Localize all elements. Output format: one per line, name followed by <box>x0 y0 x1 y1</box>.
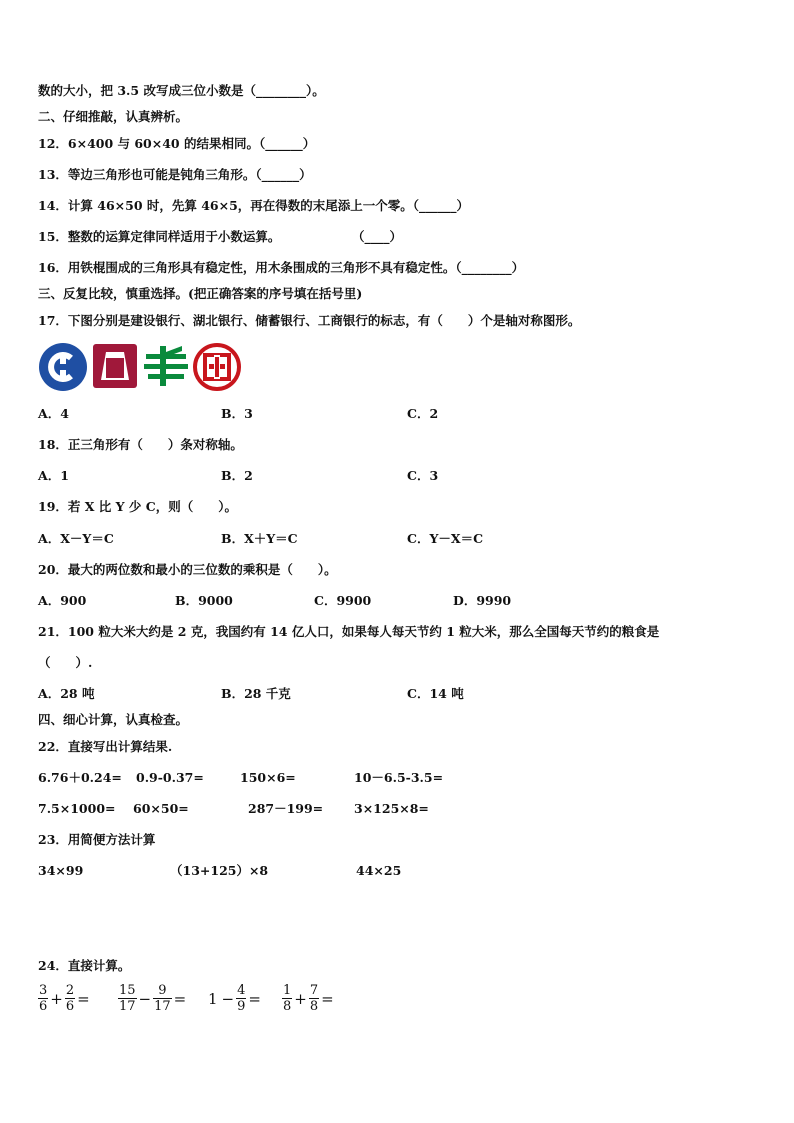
calc-item: 0.9-0.37= <box>136 770 204 785</box>
question-16: 16．用铁棍围成的三角形具有稳定性，用木条围成的三角形不具有稳定性。（________） <box>38 260 525 275</box>
q19-option-a: A．X－Y＝C <box>38 531 114 546</box>
calc-item: 10－6.5-3.5= <box>354 770 444 785</box>
postal-savings-bank-logo-icon <box>142 342 190 390</box>
q19-option-b: B．X＋Y＝C <box>221 531 298 546</box>
q21-option-a: A．28 吨 <box>38 686 95 701</box>
question-13: 13．等边三角形也可能是钝角三角形。（______） <box>38 167 312 182</box>
numerator: 9 <box>153 983 172 999</box>
question-19: 19．若 X 比 Y 少 C，则（ ）。 <box>38 499 237 514</box>
q17-option-b: B．3 <box>221 406 253 421</box>
q18-option-a: A．1 <box>38 468 69 483</box>
equals-sign: = <box>248 989 261 1008</box>
operator: − <box>138 989 152 1008</box>
q20-option-b: B．9000 <box>175 593 233 608</box>
q18-option-c: C．3 <box>407 468 439 483</box>
q20-option-c: C．9900 <box>314 593 372 608</box>
q20-option-a: A．900 <box>38 593 87 608</box>
fraction <box>153 983 172 1014</box>
question-23: 23．用简便方法计算 <box>38 832 156 847</box>
question-24: 24．直接计算。 <box>38 958 131 973</box>
calc-item: 287－199= <box>248 801 324 816</box>
q18-option-b: B．2 <box>221 468 253 483</box>
q19-option-c: C．Y－X＝C <box>407 531 484 546</box>
denominator: 6 <box>39 999 48 1014</box>
q21-option-b: B．28 千克 <box>221 686 291 701</box>
operator: + <box>50 989 63 1008</box>
question-15: 15．整数的运算定律同样适用于小数运算。 <box>38 229 281 244</box>
simplify-item: 44×25 <box>356 863 402 878</box>
simplify-item: （13+125）×8 <box>170 863 269 878</box>
numerator: 15 <box>119 983 136 998</box>
operator: + <box>294 989 307 1008</box>
numerator: 2 <box>65 983 75 998</box>
denominator: 9 <box>237 999 246 1014</box>
section-heading-3: 三、反复比较，慎重选择。(把正确答案的序号填在括号里) <box>38 286 363 301</box>
q21-option-c: C．14 吨 <box>407 686 464 701</box>
china-construction-bank-logo-icon <box>38 342 88 392</box>
question-21: 21．100 粒大米大约是 2 克，我国约有 14 亿人口，如果每人每天节约 1 粒大米，那么全国每天节约的粮食是 <box>38 624 660 639</box>
question-12: 12．6×400 与 60×40 的结果相同。（______） <box>38 136 316 151</box>
denominator: 8 <box>283 999 292 1014</box>
fraction-expression <box>282 983 336 1014</box>
q20-option-d: D．9990 <box>453 593 512 608</box>
question-20: 20．最大的两位数和最小的三位数的乘积是（ ）。 <box>38 562 337 577</box>
q17-option-a: A．4 <box>38 406 69 421</box>
denominator: 6 <box>65 999 75 1014</box>
fraction-expression <box>118 983 188 1014</box>
question-15-blank: （____） <box>352 229 403 244</box>
fraction <box>38 983 48 1014</box>
equals-sign: = <box>321 989 334 1008</box>
fraction <box>65 983 75 1014</box>
question-14: 14．计算 46×50 时，先算 46×5，再在得数的末尾添上一个零。（______） <box>38 198 470 213</box>
fraction <box>118 983 137 1014</box>
numerator: 7 <box>309 983 319 998</box>
calc-item: 7.5×1000= <box>38 801 116 816</box>
calc-item: 3×125×8= <box>354 801 429 816</box>
operator: − <box>221 989 235 1008</box>
section-heading-2: 二、仔细推敲，认真辨析。 <box>38 109 189 124</box>
text-line: 数的大小，把 3.5 改写成三位小数是（________）。 <box>38 83 325 98</box>
equals-sign: = <box>77 989 90 1008</box>
question-18: 18．正三角形有（ ）条对称轴。 <box>38 437 243 452</box>
denominator: 17 <box>154 999 171 1014</box>
whole-number: 1 <box>208 989 218 1008</box>
denominator: 17 <box>119 999 136 1014</box>
fraction-expression <box>38 983 92 1014</box>
fraction <box>282 983 292 1014</box>
question-21-continued: （ ）. <box>38 655 93 670</box>
fraction <box>236 983 246 1014</box>
calc-item: 6.76＋0.24= <box>38 770 122 785</box>
hubei-bank-logo-icon <box>92 342 138 390</box>
question-17: 17．下图分别是建设银行、湖北银行、储蓄银行、工商银行的标志，有（ ）个是轴对称图形。 <box>38 313 581 328</box>
numerator: 3 <box>39 983 48 998</box>
fraction-expression <box>206 983 263 1014</box>
fraction <box>309 983 319 1014</box>
section-heading-4: 四、细心计算，认真检查。 <box>38 712 189 727</box>
calc-item: 150×6= <box>240 770 296 785</box>
question-22: 22．直接写出计算结果. <box>38 739 173 754</box>
equals-sign: = <box>173 989 187 1008</box>
denominator: 8 <box>309 999 319 1014</box>
numerator: 1 <box>283 983 292 998</box>
calc-item: 60×50= <box>133 801 189 816</box>
numerator: 4 <box>237 983 246 998</box>
q17-option-c: C．2 <box>407 406 439 421</box>
simplify-item: 34×99 <box>38 863 84 878</box>
icbc-logo-icon <box>192 342 242 392</box>
